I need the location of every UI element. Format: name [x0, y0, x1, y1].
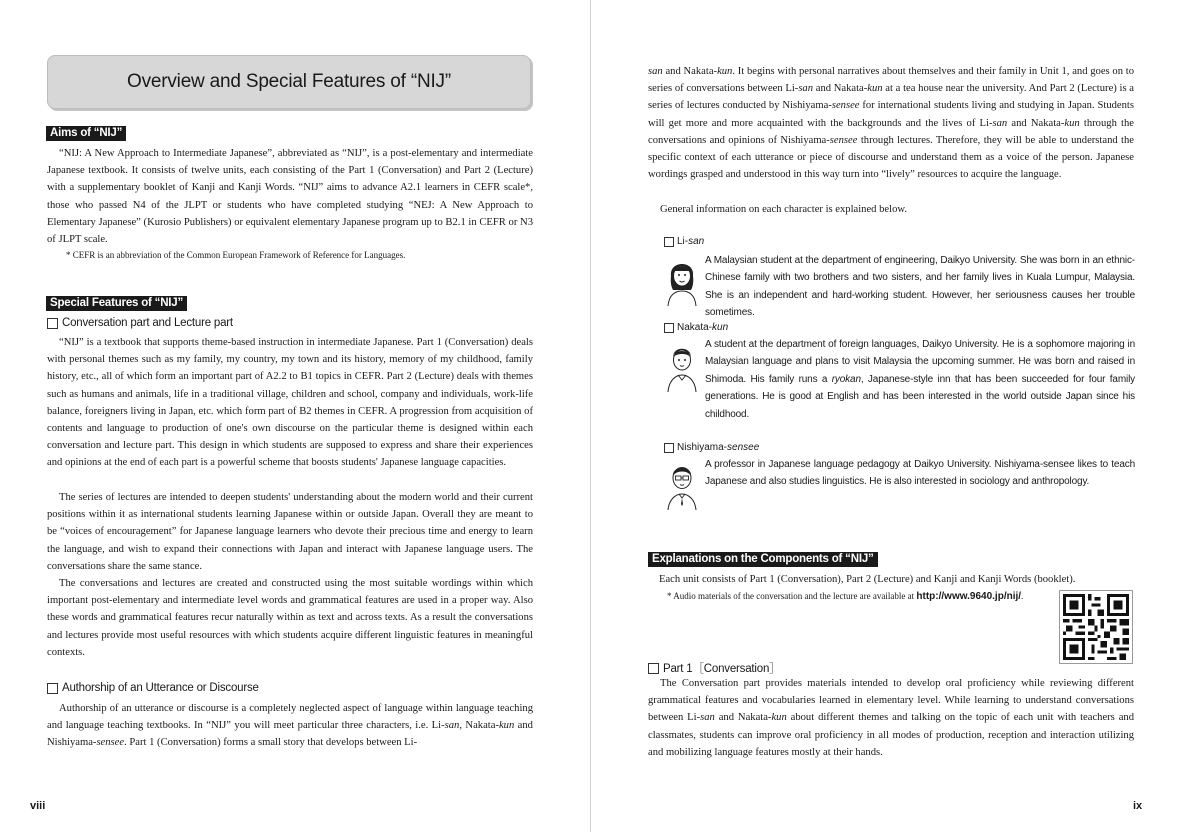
- conversation-lecture-p1: “NIJ” is a textbook that supports theme-based instruction in intermediate Japanese. Part 1 (Conversation) deals with personal themes such as my family, my country, my town and its history, memory of my childhood, family history, etc., all of which form an important part of A2.2 to B1 topics in CEFR. Part 2 (Lecture) deals with themes such as humans and animals, life in a traditional village, children and school, company and individuals, work-life balance, foreigners living in Japan, etc. which form part of B2 themes in CEFR. A progression from acquisition of contents and language to production of one's own discourse on the particular theme is designed within each conversation and lecture part. This design in which students are supposed to express and share their experiences and opinions at the end of each part is a powerful scheme that boosts students' Japanese language capacities.: [47, 337, 533, 469]
- special-features-heading: Special Features of “NIJ”: [46, 296, 187, 311]
- checkbox-icon: [664, 443, 674, 453]
- general-info: General information on each character is explained below.: [660, 204, 907, 215]
- page-number-right: ix: [1133, 800, 1143, 812]
- nakata-kun-portrait-icon: [664, 340, 700, 392]
- components-body: Each unit consists of Part 1 (Conversation), Part 2 (Lecture) and Kanji and Kanji Words (booklet).: [659, 574, 1076, 585]
- authorship-p1: Authorship of an utterance or discourse is a completely neglected aspect of language within language teaching and language teaching textbooks. In “NIJ” you will meet particular three characters, i.e. Li-san, Nakata-kun and Nishiyama-sensee. Part 1 (Conversation) forms a small story that develops between Li-: [47, 703, 533, 749]
- nishiyama-sensee-label: Nishiyama-sensee: [664, 442, 759, 453]
- li-san-label: Li-san: [664, 236, 704, 247]
- qr-code-icon: [1059, 590, 1133, 664]
- conversation-lecture-heading: [47, 317, 233, 329]
- conversation-lecture-heading-text: Conversation part and Lecture part: [62, 317, 233, 329]
- nakata-kun-description: A student at the department of foreign languages, Daikyo University. He is a sophomore majoring in Malaysian language and plans to visit Malaysia the upcoming summer. He was born and raised in Shimoda. His family runs a ryokan, Japanese-style inn that has been succeeded for four family generations. He is good at English and has been interested in the world outside Japan since his childhood.: [705, 339, 1135, 420]
- nishiyama-sensee-portrait-icon: [664, 458, 700, 510]
- checkbox-icon: [664, 237, 674, 247]
- checkbox-icon: [47, 318, 58, 329]
- checkbox-icon: [47, 683, 58, 694]
- authorship-heading: [47, 682, 259, 694]
- conversation-lecture-p3: The conversations and lectures are created and constructed using the most suitable wordings within which important post-elementary and intermediate level words and grammatical features are used in a proper way. Also these words and grammatical features recur naturally within as text and across texts. As a result the conversations and lectures provide most useful resources with which students acquire different linguistic features in meaningful contexts.: [47, 578, 533, 658]
- checkbox-icon: [664, 323, 674, 333]
- audio-note: * Audio materials of the conversation and the lecture are available at http://www.9640.jp/nij/.: [667, 591, 1024, 602]
- components-heading: Explanations on the Components of “NIJ”: [648, 552, 878, 567]
- part1-body: The Conversation part provides materials intended to develop oral proficiency while reviewing different grammatical features and vocabularies learned in elementary level. While learning to understand conversations between Li-san and Nakata-kun about different themes and talking on the topic of each unit with teachers and classmates, students can improve oral proficiency in all modes of production, reception and interaction utilizing and mobilizing language features mostly at their hands.: [648, 678, 1134, 758]
- authorship-heading-text: Authorship of an Utterance or Discourse: [62, 682, 259, 694]
- nakata-kun-label: Nakata-kun: [664, 322, 728, 333]
- part1-heading-text: Part 1［Conversation］: [663, 663, 781, 675]
- page-number-left: viii: [30, 800, 46, 812]
- li-san-portrait-icon: [664, 254, 700, 306]
- authorship-continued: san and Nakata-kun. It begins with personal narratives about themselves and their family in Unit 1, and goes on to series of conversations between Li-san and Nakata-kun at a tea house near the university. And Part 2 (Lecture) is a series of lectures conducted by Nishiyama-sensee for international students living and studying in Japan. Students will get more and more acquainted with the backgrounds and the lives of Li-san and Nakata-kun through the conversations and opinions of Nishiyama-sensee through lectures. Therefore, they will be able to understand the specific context of each utterance or piece of discourse and understand them as a voice of the person. Japanese wordings grasped and understood in this way turn into “lively” resources to acquire the language.: [648, 66, 1135, 181]
- li-san-description: A Malaysian student at the department of engineering, Daikyo University. She was born in an ethnic-Chinese family with two brothers and two sisters, and her family lives in Kuala Lumpur, Malaysia. She is an independent and hard-working student. However, her seriousness causes her trouble sometimes.: [705, 255, 1135, 319]
- part1-heading: [648, 660, 780, 676]
- checkbox-icon: [648, 663, 659, 674]
- aims-body: “NIJ: A New Approach to Intermediate Japanese”, abbreviated as “NIJ”, is a post-elementary and intermediate Japanese textbook. It consists of twelve units, each consisting of the Part 1 (Conversation) and Part 2 (Lecture) with a supplementary booklet of Kanji and Kanji Words. “NIJ” aims to advance A2.1 learners in CEFR scale*, those who passed N4 of the JLPT or students who have completed studying “NEJ: A New Approach to Elementary Japanese” (Kurosio Publishers) or equivalent elementary Japanese program up to B2.1 in CEFR or N3 of JLPT scale.: [47, 148, 533, 246]
- conversation-lecture-p2: The series of lectures are intended to deepen students' understanding about the modern world and their current positions within it as international students learning Japanese within or outside Japan. Overall they are meant to be “voices of encouragement” for Japanese language learners who devote their precious time and energy to learn the language, and wish to expand their connections with Japan and interact with Japanese language users. The conversations share the same stance.: [47, 492, 533, 572]
- audio-url-link[interactable]: http://www.9640.jp/nij/: [916, 591, 1022, 602]
- aims-heading: Aims of “NIJ”: [46, 126, 126, 141]
- right-page: [591, 0, 1179, 832]
- page-title: Overview and Special Features of “NIJ”: [47, 55, 531, 109]
- cefr-note: * CEFR is an abbreviation of the Common European Framework of Reference for Languages.: [66, 250, 406, 260]
- nishiyama-sensee-description: A professor in Japanese language pedagogy at Daikyo University. Nishiyama-sensee likes to teach Japanese and also studies linguistics. He is also interested in sociology and anthropology.: [705, 459, 1135, 488]
